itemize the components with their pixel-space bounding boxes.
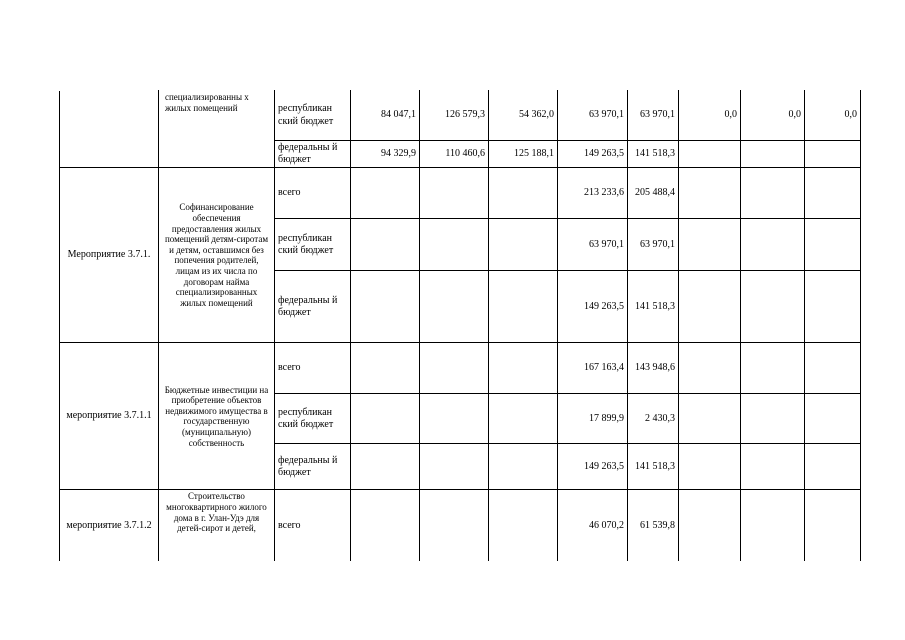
value-cell: 141 518,3 xyxy=(628,141,679,168)
value-cell: 84 047,1 xyxy=(351,91,420,141)
value-cell: 63 970,1 xyxy=(558,91,628,141)
funding-source-cell: федеральны й бюджет xyxy=(275,271,351,343)
value-cell xyxy=(741,444,805,490)
event-name-cell: мероприятие 3.7.1.2 xyxy=(60,490,159,562)
value-cell xyxy=(489,219,558,271)
event-description-cell: Софинансирование обеспечения предоставления жилых помещений детям-сиротам и детям, оставшимся без попечения родителей, лицам из их числа по договорам найма специализированных жилых помещений xyxy=(159,168,275,343)
value-cell: 143 948,6 xyxy=(628,343,679,394)
value-cell xyxy=(351,271,420,343)
value-cell xyxy=(679,343,741,394)
value-cell xyxy=(741,490,805,562)
value-cell xyxy=(741,343,805,394)
value-cell xyxy=(351,490,420,562)
value-cell: 213 233,6 xyxy=(558,168,628,219)
value-cell xyxy=(489,444,558,490)
value-cell xyxy=(420,490,489,562)
value-cell xyxy=(679,444,741,490)
value-cell: 17 899,9 xyxy=(558,394,628,444)
funding-source-cell: всего xyxy=(275,490,351,562)
event-name-cell: Мероприятие 3.7.1. xyxy=(60,168,159,343)
table-row xyxy=(60,168,861,219)
value-cell: 46 070,2 xyxy=(558,490,628,562)
value-cell: 149 263,5 xyxy=(558,271,628,343)
budget-table xyxy=(59,90,861,562)
value-cell: 149 263,5 xyxy=(558,141,628,168)
funding-source-cell: всего xyxy=(275,343,351,394)
value-cell: 141 518,3 xyxy=(628,444,679,490)
value-cell: 125 188,1 xyxy=(489,141,558,168)
value-cell xyxy=(351,444,420,490)
value-cell xyxy=(679,168,741,219)
value-cell xyxy=(805,168,861,219)
value-cell xyxy=(679,219,741,271)
value-cell xyxy=(420,444,489,490)
funding-source-cell: федеральны й бюджет xyxy=(275,141,351,168)
value-cell: 63 970,1 xyxy=(628,219,679,271)
value-cell xyxy=(489,490,558,562)
value-cell xyxy=(351,219,420,271)
value-cell xyxy=(679,141,741,168)
value-cell: 63 970,1 xyxy=(558,219,628,271)
table-row xyxy=(60,91,861,141)
table-row xyxy=(60,490,861,562)
value-cell xyxy=(805,444,861,490)
value-cell xyxy=(489,271,558,343)
value-cell: 205 488,4 xyxy=(628,168,679,219)
value-cell xyxy=(489,343,558,394)
value-cell xyxy=(420,343,489,394)
value-cell xyxy=(679,490,741,562)
value-cell: 94 329,9 xyxy=(351,141,420,168)
value-cell: 126 579,3 xyxy=(420,91,489,141)
value-cell: 0,0 xyxy=(805,91,861,141)
value-cell xyxy=(805,343,861,394)
value-cell xyxy=(679,394,741,444)
value-cell: 2 430,3 xyxy=(628,394,679,444)
value-cell: 149 263,5 xyxy=(558,444,628,490)
funding-source-cell: республикан ский бюджет xyxy=(275,91,351,141)
value-cell xyxy=(741,141,805,168)
value-cell: 0,0 xyxy=(741,91,805,141)
funding-source-cell: всего xyxy=(275,168,351,219)
event-name-cell xyxy=(60,91,159,168)
value-cell xyxy=(741,219,805,271)
value-cell xyxy=(420,394,489,444)
value-cell xyxy=(351,394,420,444)
value-cell xyxy=(420,219,489,271)
table-row xyxy=(60,343,861,394)
funding-source-cell: федеральны й бюджет xyxy=(275,444,351,490)
value-cell: 110 460,6 xyxy=(420,141,489,168)
value-cell xyxy=(351,343,420,394)
value-cell xyxy=(741,271,805,343)
value-cell: 0,0 xyxy=(679,91,741,141)
value-cell: 54 362,0 xyxy=(489,91,558,141)
value-cell xyxy=(679,271,741,343)
value-cell xyxy=(805,219,861,271)
value-cell xyxy=(351,168,420,219)
value-cell: 167 163,4 xyxy=(558,343,628,394)
event-description-cell: Строительство многоквартирного жилого дома в г. Улан-Удэ для детей-сирот и детей, xyxy=(159,490,275,562)
value-cell xyxy=(805,141,861,168)
value-cell xyxy=(420,168,489,219)
value-cell xyxy=(805,271,861,343)
value-cell xyxy=(805,394,861,444)
value-cell xyxy=(805,490,861,562)
value-cell xyxy=(489,394,558,444)
funding-source-cell: республикан ский бюджет xyxy=(275,219,351,271)
event-name-cell: мероприятие 3.7.1.1 xyxy=(60,343,159,490)
value-cell: 61 539,8 xyxy=(628,490,679,562)
value-cell: 141 518,3 xyxy=(628,271,679,343)
value-cell xyxy=(741,168,805,219)
value-cell: 63 970,1 xyxy=(628,91,679,141)
funding-source-cell: республикан ский бюджет xyxy=(275,394,351,444)
value-cell xyxy=(489,168,558,219)
value-cell xyxy=(420,271,489,343)
event-description-cell: Бюджетные инвестиции на приобретение объектов недвижимого имущества в государственную (муниципальную) собственность xyxy=(159,343,275,490)
value-cell xyxy=(741,394,805,444)
event-description-cell: специализированны х жилых помещений xyxy=(159,91,275,168)
